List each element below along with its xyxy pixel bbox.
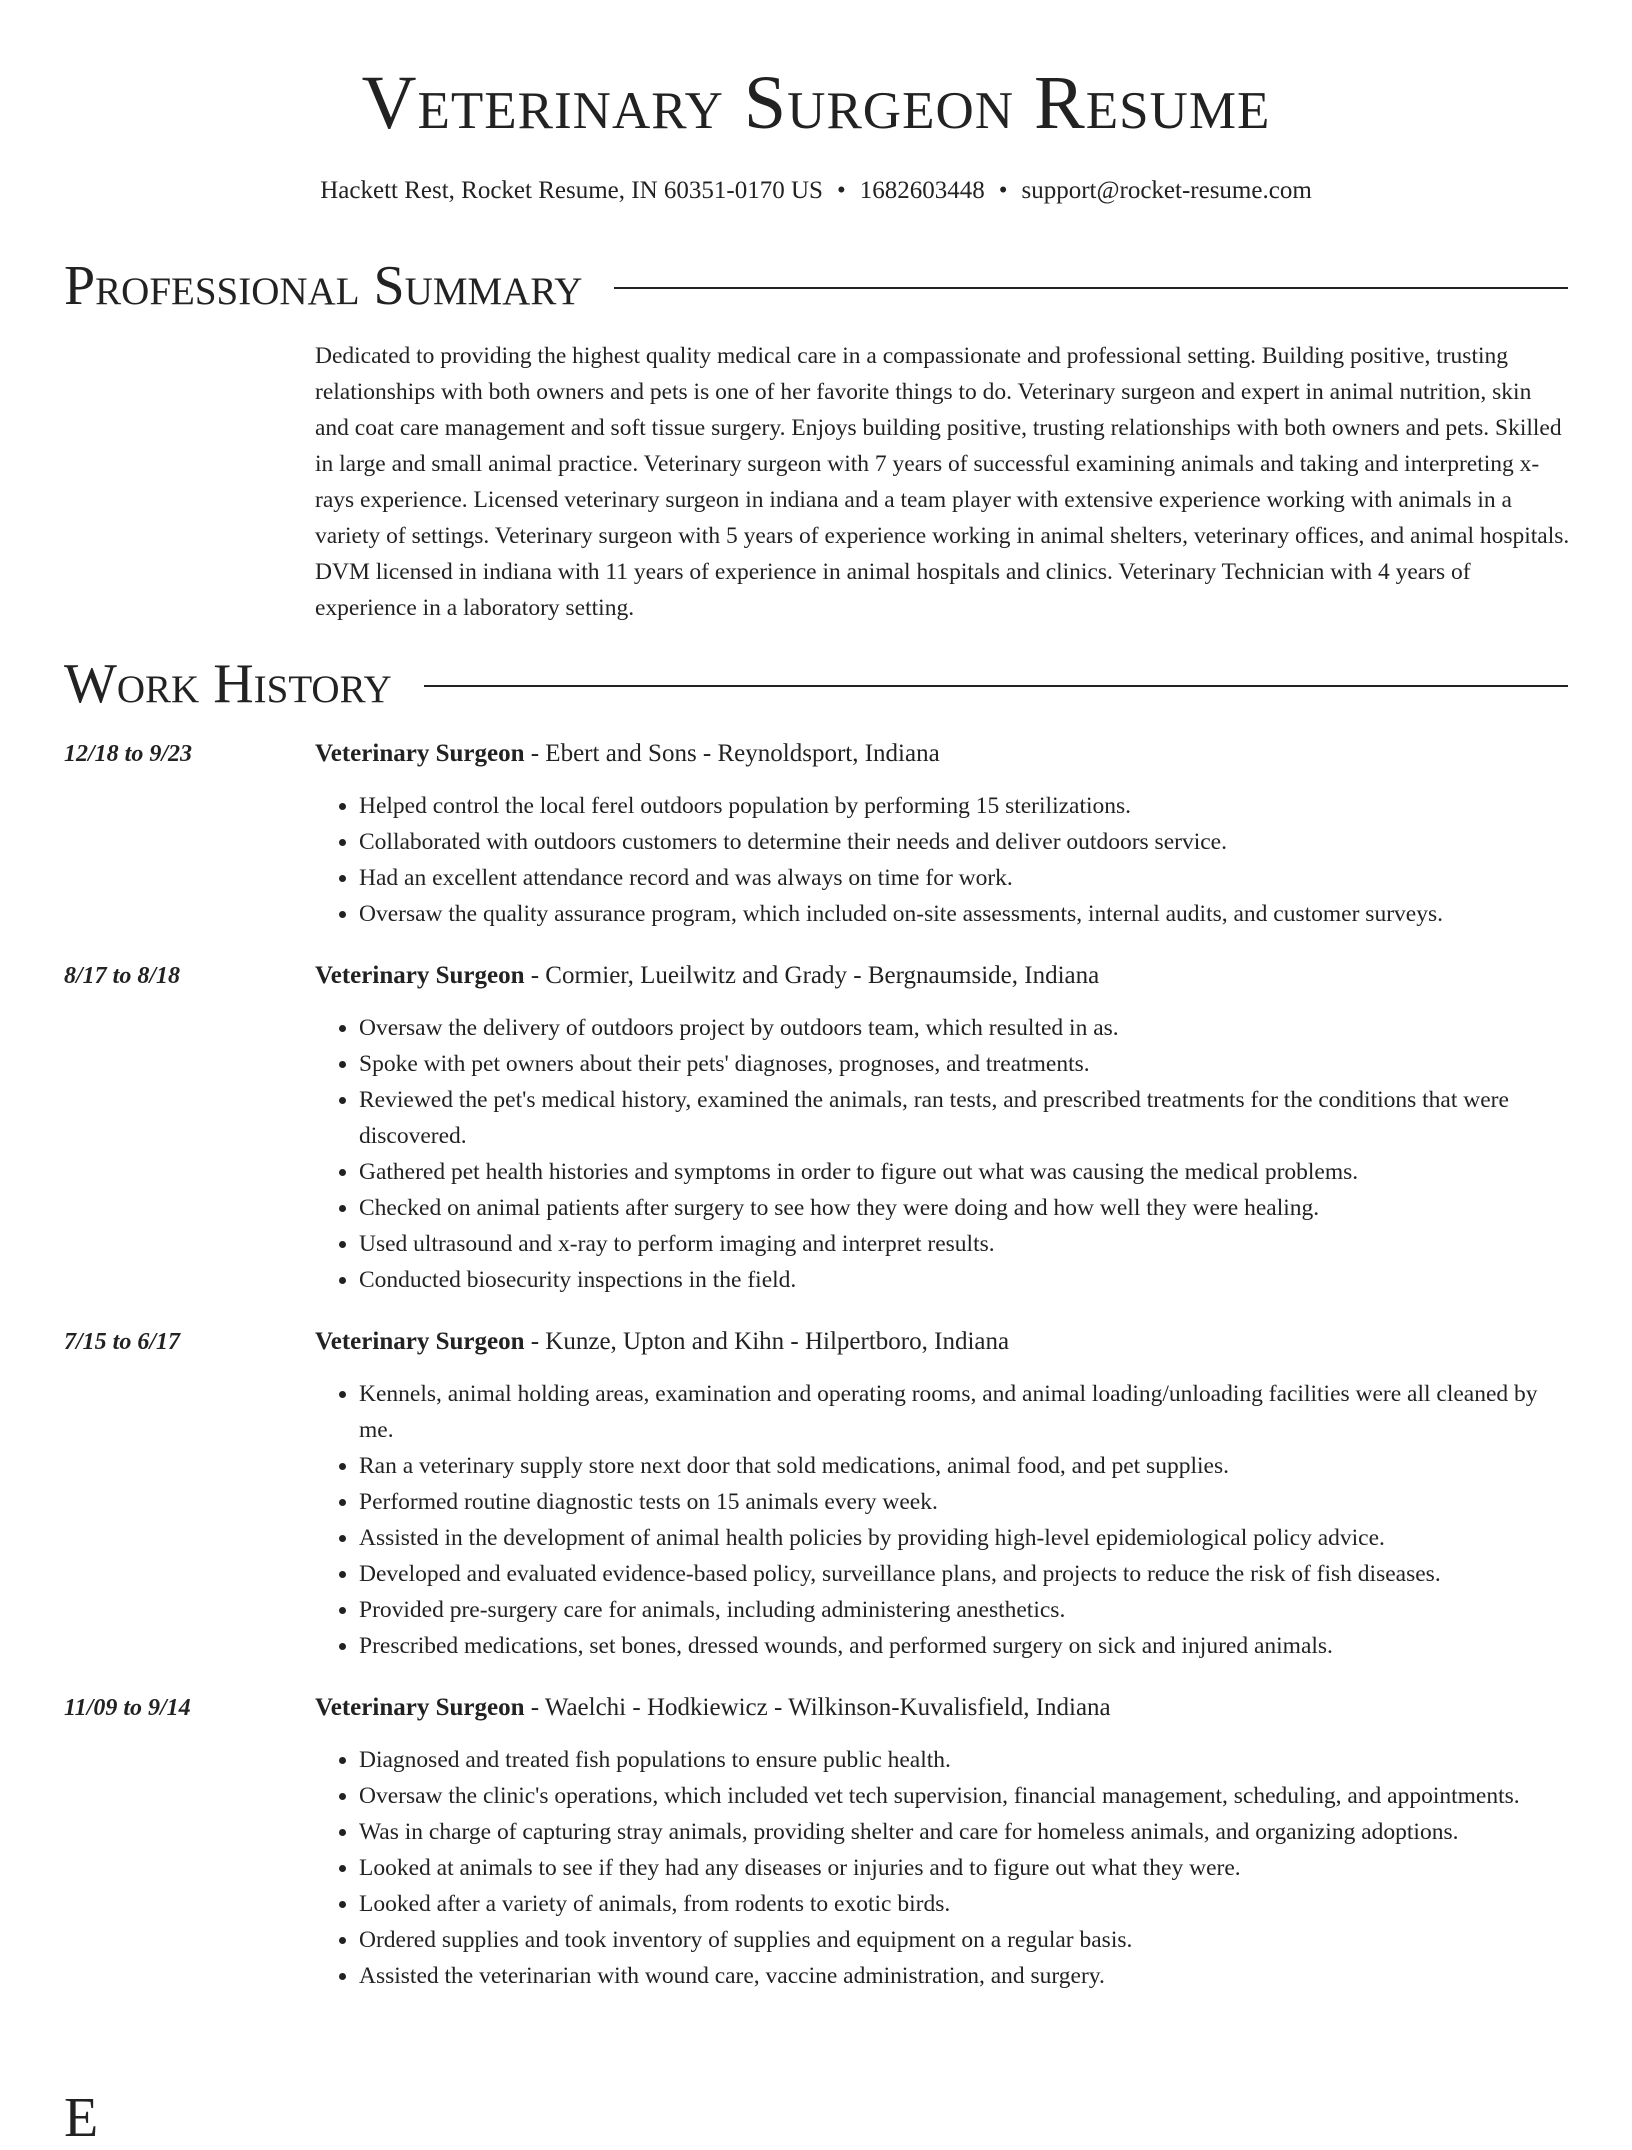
job-bullet: • Oversaw the delivery of outdoors project by outdoors team, which resulted in as. bbox=[359, 1010, 1570, 1046]
job-dates: 7/15 to 6/17 bbox=[64, 1329, 181, 1355]
job-dates: 11/09 to 9/14 bbox=[64, 1695, 191, 1721]
job-body bbox=[315, 958, 1570, 1298]
job-dates: 12/18 to 9/23 bbox=[64, 741, 193, 767]
resume-title: Veterinary Surgeon Resume bbox=[361, 61, 1271, 145]
job-bullet-list bbox=[315, 1742, 1570, 1994]
job-body bbox=[315, 1690, 1570, 1994]
job-bullet: • Conducted biosecurity inspections in the field. bbox=[359, 1262, 1570, 1298]
job-body bbox=[315, 1324, 1570, 1664]
job-body bbox=[315, 736, 1570, 932]
job-heading bbox=[315, 736, 1570, 772]
job-bullet: • Reviewed the pet's medical history, examined the animals, ran tests, and prescribed treatments for the conditions that were discovered. bbox=[359, 1082, 1570, 1154]
job-bullet: • Kennels, animal holding areas, examination and operating rooms, and animal loading/unloading facilities were all cleaned by me. bbox=[359, 1376, 1570, 1448]
job-bullet: • Used ultrasound and x-ray to perform imaging and interpret results. bbox=[359, 1226, 1570, 1262]
job-entry bbox=[64, 736, 1570, 932]
work-history-section-header bbox=[64, 652, 1568, 716]
job-entry bbox=[64, 1690, 1570, 1994]
job-bullet-list bbox=[315, 1376, 1570, 1664]
contact-email: support@rocket-resume.com bbox=[1021, 177, 1312, 204]
job-employer-location: - Kunze, Upton and Kihn - Hilpertboro, Indiana bbox=[524, 1328, 1010, 1355]
summary-section-header bbox=[64, 254, 1568, 318]
contact-separator: • bbox=[836, 177, 846, 204]
job-bullet: • Diagnosed and treated fish populations to ensure public health. bbox=[359, 1742, 1570, 1778]
job-bullet: • Was in charge of capturing stray animals, providing shelter and care for homeless animals, and organizing adoptions. bbox=[359, 1814, 1570, 1850]
job-bullet: • Developed and evaluated evidence-based policy, surveillance plans, and projects to reduce the risk of fish diseases. bbox=[359, 1556, 1570, 1592]
job-bullet: • Collaborated with outdoors customers to determine their needs and deliver outdoors service. bbox=[359, 824, 1570, 860]
job-list bbox=[64, 736, 1570, 2020]
job-bullet: • Looked after a variety of animals, from rodents to exotic birds. bbox=[359, 1886, 1570, 1922]
job-title: Veterinary Surgeon bbox=[315, 740, 525, 767]
job-bullet: • Oversaw the quality assurance program, which included on-site assessments, internal audits, and customer surveys. bbox=[359, 896, 1570, 932]
job-bullet: • Prescribed medications, set bones, dressed wounds, and performed surgery on sick and injured animals. bbox=[359, 1628, 1570, 1664]
job-heading bbox=[315, 1690, 1570, 1726]
job-title: Veterinary Surgeon bbox=[315, 1328, 525, 1355]
section-divider bbox=[614, 287, 1568, 289]
summary-text: Dedicated to providing the highest quality medical care in a compassionate and professional setting. Building positive, trusting relationships with both owners and pets is one of her favorite things to do. Veterinary surgeon and expert in animal nutrition, skin and coat care management and soft tissue surgery. Enjoys building positive, trusting relationships with both owners and pets. Skilled in large and small animal practice. Veterinary surgeon with 7 years of successful examining animals and taking and interpreting x-rays experience. Licensed veterinary surgeon in indiana and a team player with extensive experience working with animals in a variety of settings. Veterinary surgeon with 5 years of experience working in animal shelters, veterinary offices, and animal hospitals. DVM licensed in indiana with 11 years of experience in animal hospitals and clinics. Veterinary Technician with 4 years of experience in a laboratory setting. bbox=[315, 343, 1570, 621]
job-bullet: • Oversaw the clinic's operations, which included vet tech supervision, financial management, scheduling, and appointments. bbox=[359, 1778, 1570, 1814]
job-heading bbox=[315, 958, 1570, 994]
job-bullet: • Ordered supplies and took inventory of supplies and equipment on a regular basis. bbox=[359, 1922, 1570, 1958]
contact-phone: 1682603448 bbox=[859, 177, 985, 204]
work-history-heading: Work History bbox=[64, 653, 392, 715]
contact-separator: • bbox=[998, 177, 1008, 204]
job-heading bbox=[315, 1324, 1570, 1360]
job-bullet: • Ran a veterinary supply store next door that sold medications, animal food, and pet supplies. bbox=[359, 1448, 1570, 1484]
job-bullet: • Checked on animal patients after surgery to see how they were doing and how well they were healing. bbox=[359, 1190, 1570, 1226]
job-bullet: • Spoke with pet owners about their pets' diagnoses, prognoses, and treatments. bbox=[359, 1046, 1570, 1082]
job-bullet: • Assisted in the development of animal health policies by providing high-level epidemiological policy advice. bbox=[359, 1520, 1570, 1556]
job-bullet: • Assisted the veterinarian with wound care, vaccine administration, and surgery. bbox=[359, 1958, 1570, 1994]
job-entry bbox=[64, 958, 1570, 1298]
section-divider bbox=[424, 685, 1568, 687]
job-bullet: • Helped control the local ferel outdoors population by performing 15 sterilizations. bbox=[359, 788, 1570, 824]
job-bullet: • Had an excellent attendance record and was always on time for work. bbox=[359, 860, 1570, 896]
contact-address: Hackett Rest, Rocket Resume, IN 60351-0170 US bbox=[320, 177, 823, 204]
job-title: Veterinary Surgeon bbox=[315, 1694, 525, 1721]
job-bullet: • Looked at animals to see if they had any diseases or injuries and to figure out what they were. bbox=[359, 1850, 1570, 1886]
job-entry bbox=[64, 1324, 1570, 1664]
job-title: Veterinary Surgeon bbox=[315, 962, 525, 989]
job-bullet-list bbox=[315, 788, 1570, 932]
job-bullet: • Gathered pet health histories and symptoms in order to figure out what was causing the medical problems. bbox=[359, 1154, 1570, 1190]
job-bullet: • Performed routine diagnostic tests on 15 animals every week. bbox=[359, 1484, 1570, 1520]
job-bullet: • Provided pre-surgery care for animals, including administering anesthetics. bbox=[359, 1592, 1570, 1628]
job-dates: 8/17 to 8/18 bbox=[64, 963, 181, 989]
summary-heading: Professional Summary bbox=[64, 255, 583, 317]
job-employer-location: - Ebert and Sons - Reynoldsport, Indiana bbox=[524, 740, 940, 767]
job-employer-location: - Cormier, Lueilwitz and Grady - Bergnaumside, Indiana bbox=[524, 962, 1100, 989]
contact-line bbox=[0, 174, 1632, 208]
job-employer-location: - Waelchi - Hodkiewicz - Wilkinson-Kuvalisfield, Indiana bbox=[524, 1694, 1111, 1721]
next-section-heading-partial: E bbox=[64, 2087, 99, 2149]
job-bullet-list bbox=[315, 1010, 1570, 1298]
